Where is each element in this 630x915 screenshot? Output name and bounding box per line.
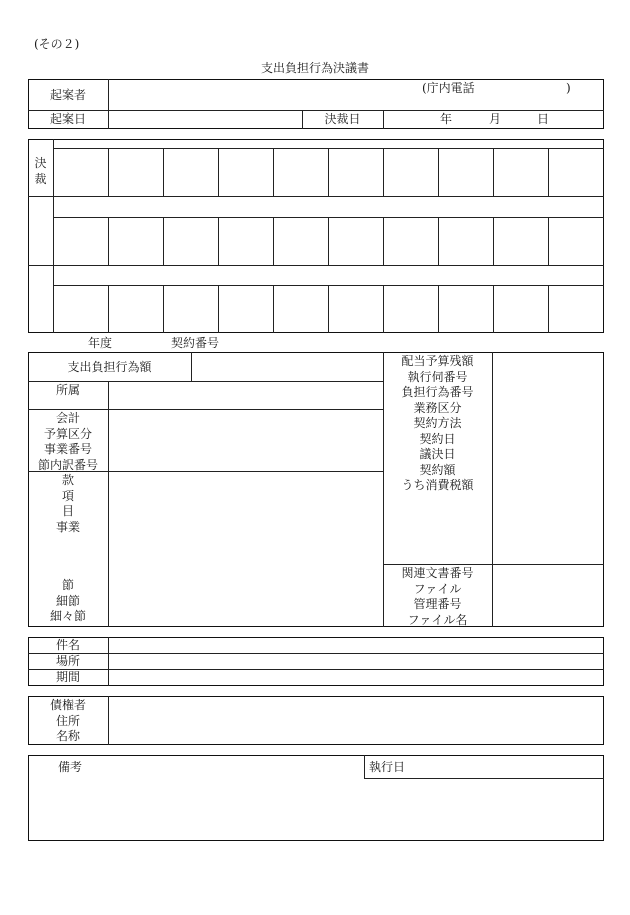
doc-labels: 関連文書番号 ファイル 管理番号 ファイル名: [401, 566, 474, 627]
remarks-label: 備考: [58, 760, 83, 774]
account-field[interactable]: [109, 410, 382, 470]
period-label: 期間: [55, 670, 80, 684]
amount-label: 支出負担行為額: [67, 360, 152, 374]
right-labels: 配当予算残額 執行伺番号 負担行為番号 業務区分 契約方法 契約日 議決日 契約額 うち消費税額: [401, 354, 474, 492]
approval-label: 決 裁: [34, 156, 47, 186]
remarks-field[interactable]: [29, 779, 603, 840]
subject-label: 件名: [55, 638, 80, 652]
account-labels: 会計 予算区分 事業番号 節内訳番号: [37, 411, 98, 472]
sub-labels: 節 細節 細々節: [49, 578, 86, 623]
right-values-field[interactable]: [493, 353, 603, 563]
fiscal-year-label: 年度: [88, 336, 113, 350]
contract-number-label: 契約番号: [171, 336, 220, 350]
place-field[interactable]: [109, 654, 603, 668]
amount-field[interactable]: [192, 353, 382, 380]
phone-close: ): [566, 81, 571, 95]
department-field[interactable]: [109, 382, 382, 408]
creditor-field[interactable]: [109, 697, 603, 744]
place-label: 場所: [55, 654, 80, 668]
section-label: (その２): [34, 37, 80, 51]
month-label: 月: [489, 112, 502, 126]
period-field[interactable]: [109, 670, 603, 685]
day-label: 日: [537, 112, 550, 126]
budget-labels: 款 項 目 事業: [55, 473, 80, 534]
drafter-field[interactable]: [109, 80, 603, 109]
phone-label: (庁内電話: [422, 81, 475, 95]
budget-field[interactable]: [109, 472, 382, 626]
draft-date-label: 起案日: [49, 112, 86, 126]
creditor-labels: 債権者 住所 名称: [49, 698, 86, 743]
year-label: 年: [440, 112, 453, 126]
exec-date-label: 執行日: [369, 760, 406, 774]
page-title: 支出負担行為決議書: [260, 61, 369, 75]
department-label: 所属: [55, 383, 80, 397]
drafter-label: 起案者: [49, 88, 86, 102]
decision-date-label: 決裁日: [324, 112, 361, 126]
doc-values-field[interactable]: [493, 565, 603, 626]
draft-date-field[interactable]: [109, 111, 301, 128]
subject-field[interactable]: [109, 638, 603, 652]
